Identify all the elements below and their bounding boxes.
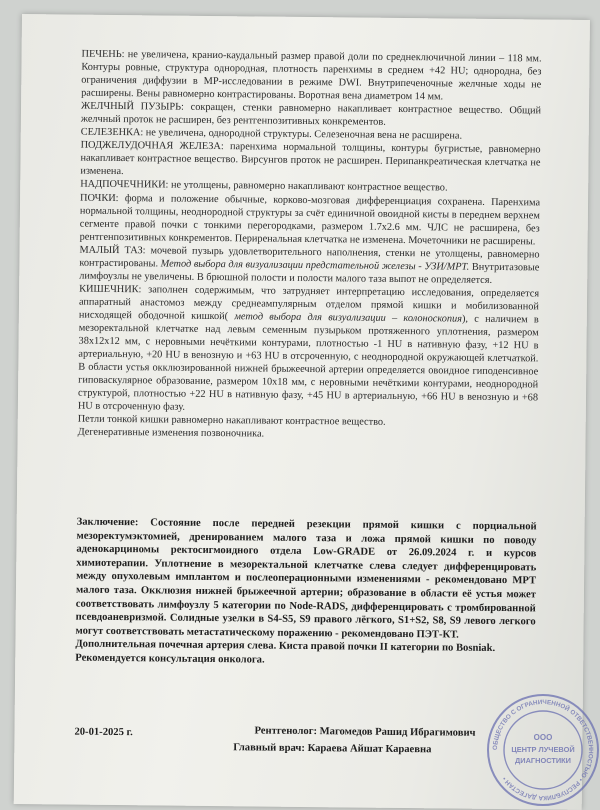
pelvis-text-b: Внутритазовые лимфоузлы не увеличены. В брюшной полости и полости малого таза выпот не определяется. [79,261,540,286]
stamp-org-type: ООО [533,733,553,742]
report-date: 20-01-2025 г. [74,726,133,739]
conclusion-text: Заключение: Состояние после передней резекции прямой кишки с порциальной мезоректумэктомией, дренированием малого таза и ложа прямой кишки по поводу аденокарциномы ректосигмоидного отдела Low-GRADE от 26.09.2024 г. и курсов химиотерапии. Уплотнение в мезоректальной клетчатке слева следует дифференцировать между опухолевым имплантом и послеоперационными изменениями - рекомендовано МРТ малого таза. Окклюзия нижней брыжеечной артерии; образование в области её устья может соответствовать лимфоузлу 5 категории по Node-RADS, дифференцировать с тромбированной псевдоаневризмой. Солидные узелки в S4-S5, S9 правого лёгкого, S1+S2, S8, S9 левого легкого могут соответствовать метастатическому поражению - рекомендовано ПЭТ-КТ. [75,516,537,641]
conclusion-recommendation: Рекомендуется консультация онколога. [75,652,265,666]
small-intestine-paragraph: Петли тонкой кишки равномерно накапливают контрастное вещество. [77,413,386,429]
gallbladder-paragraph: ЖЕЛЧНЫЙ ПУЗЫРЬ: сокращен, стенки равномерно накапливает контрастное вещество. Общий желчный проток не расширен, без рентгенпозитивных конкрементов. [80,100,542,129]
chief-doctor-signature-line: Главный врач: Караева Айшат Караевна [233,742,432,756]
conclusion-block [75,516,537,670]
radiologist-signature-line: Рентгенолог: Магомедов Рашид Ибрагимович [254,725,476,739]
intestine-text-a: КИШЕЧНИК: заполнен содержимым, что затрудняет интерпретацию исследования, определяется аппаратный анастомоз между среднеампулярным отделом прямой кишки и мобилизованной нисходящей ободочной кишкой( [78,283,540,323]
pelvis-text-a: МАЛЫЙ ТАЗ: мочевой пузырь удовлетворительного наполнения, стенки не утолщены, равномерно контрастированы. [79,244,540,270]
spleen-paragraph: СЕЛЕЗЕНКА: не увеличена, однородной структуры. Селезеночная вена не расширена. [80,126,463,142]
intestine-text-b: ), с наличием в мезоректальной клетчатке над левым семенным пузырьком протяженного уплотнения, размером 38x12x12 мм, с неровными нечёткими контурами, плотностью -1 HU в нативную фазу, +12 HU в артериальную, +20 HU в венозную и +63 HU в отсроченную, с неоднородной окружающей клетчаткой. В области устья окклюзированной нижней брыжеечной артерии определяется овоидное гиподенсивное гиповаскулярное образование, размером 10x18 мм, с неровными нечёткими контурами, неоднородной структурой, плотностью +22 HU в нативную фазу, +45 HU в артериальную, +66 HU в венозную и +68 HU в отсроченную фазу. [77,313,539,413]
intestine-italic-note: метод выбора для визуализации – колоноскопия [234,311,463,325]
adrenals-paragraph: НАДПОЧЕЧНИКИ: не утолщены, равномерно накапливают контрастное вещество. [80,179,448,194]
stamp-ring-text: ОБЩЕСТВО С ОГРАНИЧЕННОЙ ОТВЕТСТВЕННОСТЬЮ • РЕСПУБЛИКА ДАГЕСТАН • [491,698,595,802]
pancreas-paragraph: ПОДЖЕЛУДОЧНАЯ ЖЕЛЕЗА: паренхима нормальной толщины, контуры бугристые, равномерно накапливает контрастное вещество. Вирсунгов проток не расширен. Перипанкреатическая клетчатка не изменена. [80,139,541,178]
report-body [78,48,542,444]
stamp-org-name-2: ДИАГНОСТИКИ [515,756,571,765]
liver-paragraph: ПЕЧЕНЬ: не увеличена, кранио-каудальный размер правой доли по среднеключичной линии – 118 мм. Контуры ровные, структура однородная, плотность паренхимы в среднем +42 HU; однородна, без ограничения диффузии в МР-исследовании в режиме DWI. Внутрипеченочные желчные ходы не расширены. Вены равномерно контрастированы. Воротная вена диаметром 14 мм. [81,48,542,103]
kidneys-paragraph: ПОЧКИ: форма и положение обычные, корково-мозговая дифференциация сохранена. Паренхима нормальной толщины, неоднородной структуры за счёт единичной овоидной кисты в переднем верхнем сегменте правой почки с тонкими перегородками, размером 1.7x2.6 мм. ЧЛС не расширена, без рентгенпозитивных конкрементов. Периренальная клетчатка не изменена. Мочеточники не расширены. [79,192,541,248]
conclusion-extra: Дополнительная почечная артерия слева. Киста правой почки II категории по Bosniak. [75,638,496,655]
pelvis-paragraph [79,243,539,287]
stamp-org-name: ЦЕНТР ЛУЧЕВОЙ [511,745,575,754]
intestine-paragraph [78,282,539,417]
pelvis-italic-note: Метод выбора для визуализации предстательной железы - УЗИ/МРТ. [160,258,470,273]
spine-paragraph: Дегенеративные изменения позвоночника. [77,426,265,440]
clinic-stamp [483,690,600,810]
